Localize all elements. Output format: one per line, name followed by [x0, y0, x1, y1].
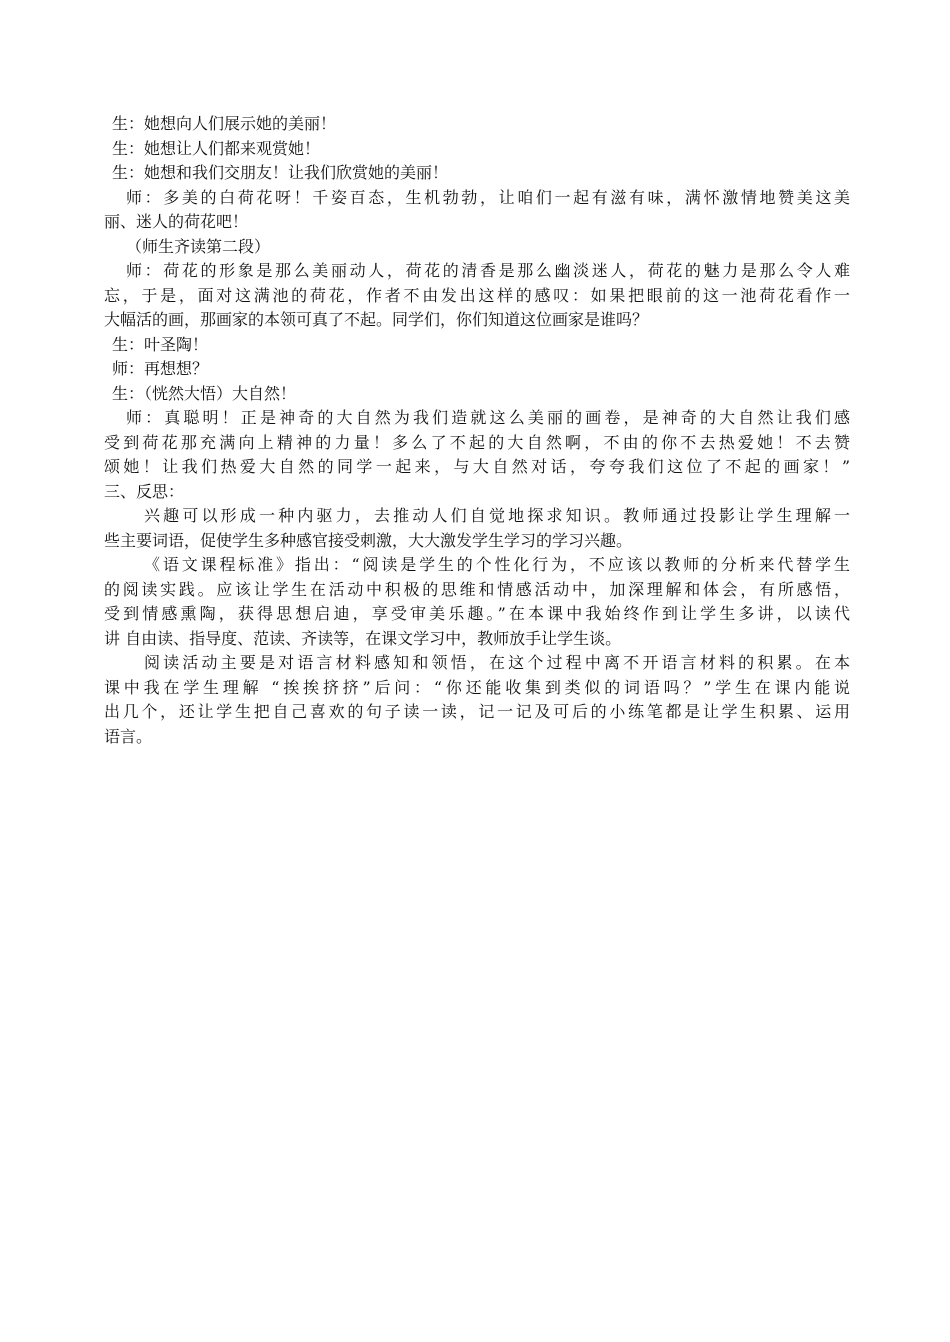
- dialogue-line: 生：她想让人们都来观赏她！: [112, 138, 321, 158]
- dialogue-line: 大幅活的画，那画家的本领可真了不起。同学们，你们知道这位画家是谁吗？: [104, 310, 649, 329]
- dialogue-line: 丽、迷人的荷花吧！: [104, 212, 249, 231]
- paragraph-line: 阅读活动主要是对语言材料感知和领悟，在这个过程中离不开语言材料的积累。在本: [144, 653, 850, 672]
- dialogue-line: 师：真聪明！正是神奇的大自然为我们造就这么美丽的画卷，是神奇的大自然让我们感: [126, 408, 850, 427]
- paragraph-line: 兴趣可以形成一种内驱力，去推动人们自觉地探求知识。教师通过投影让学生理解一: [144, 506, 850, 525]
- dialogue-line: 师：再想想？: [112, 359, 209, 378]
- dialogue-line: 受到荷花那充满向上精神的力量！多么了不起的大自然啊，不由的你不去热爱她！不去赞: [104, 432, 850, 452]
- stage-direction: （师生齐读第二段）: [126, 236, 271, 256]
- paragraph-line: 的阅读实践。应该让学生在活动中积极的思维和情感活动中，加深理解和体会，有所感悟，: [104, 579, 850, 599]
- dialogue-line: 生：（恍然大悟）大自然！: [112, 383, 297, 403]
- document-page: [104, 112, 850, 749]
- dialogue-line: 师：荷花的形象是那么美丽动人，荷花的清香是那么幽淡迷人，荷花的魅力是那么令人难: [126, 261, 850, 280]
- section-heading: 三、反思：: [104, 481, 185, 501]
- paragraph-line: 《语文课程标准》指出：“阅读是学生的个性化行为，不应该以教师的分析来代替学生: [144, 555, 850, 574]
- paragraph-line: 讲 自由读、指导度、范读、齐读等，在课文学习中，教师放手让学生谈。: [104, 628, 622, 648]
- paragraph-line: 出几个，还让学生把自己喜欢的句子读一读，记一记及可后的小练笔都是让学生积累、运用: [104, 702, 850, 721]
- dialogue-line: 生：她想向人们展示她的美丽！: [112, 114, 337, 133]
- paragraph-line: 受到情感熏陶，获得思想启迪，享受审美乐趣。”在本课中我始终作到让学生多讲，以读代: [104, 604, 850, 623]
- paragraph-line: 语言。: [104, 726, 153, 746]
- dialogue-line: 生：她想和我们交朋友！让我们欣赏她的美丽！: [112, 163, 449, 182]
- dialogue-line: 颂她！让我们热爱大自然的同学一起来，与大自然对话，夸夸我们这位了不起的画家！”: [104, 457, 850, 476]
- dialogue-line: 师：多美的白荷花呀！千姿百态，生机勃勃，让咱们一起有滋有味，满怀激情地赞美这美: [126, 187, 850, 207]
- paragraph-line: 课中我在学生理解 “挨挨挤挤”后问：“你还能收集到类似的词语吗？”学生在课内能说: [104, 677, 850, 697]
- dialogue-line: 忘，于是，面对这满池的荷花，作者不由发出这样的感叹：如果把眼前的这一池荷花看作一: [104, 285, 850, 305]
- dialogue-line: 生：叶圣陶！: [112, 334, 209, 354]
- paragraph-line: 些主要词语，促使学生多种感官接受刺激，大大激发学生学习的学习兴趣。: [104, 530, 633, 550]
